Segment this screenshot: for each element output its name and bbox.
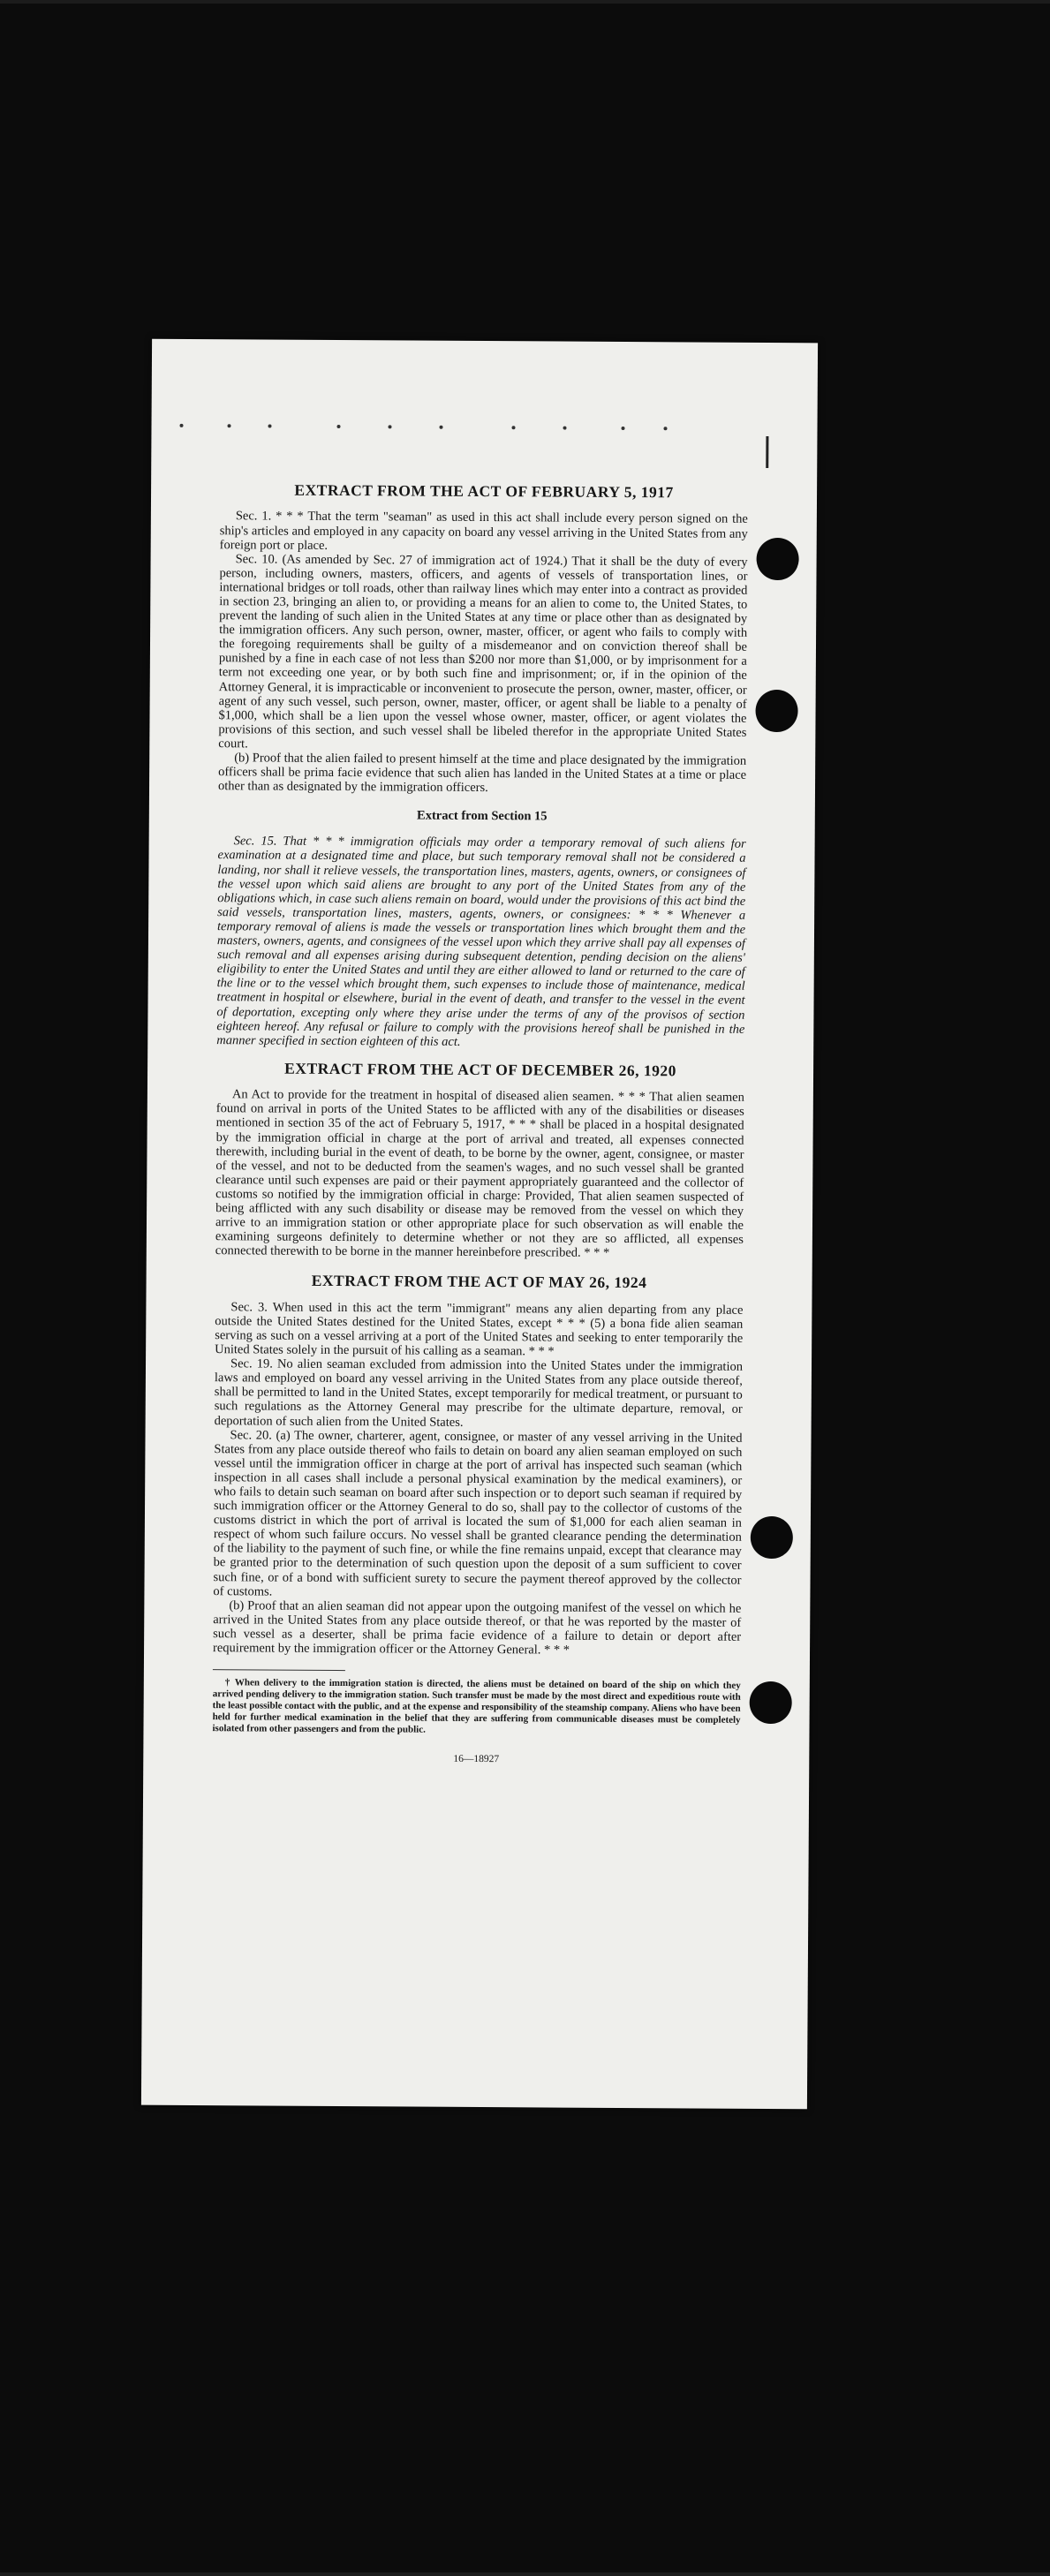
paragraph-sec-19: Sec. 19. No alien seaman excluded from admission into the United States under the immigration laws and employed on board any vessel arriving in the United States from any place outside thereof, shall be permitted to land in the United States, except temporarily for medical treatment, or pursuant to such regulations as the Attorney General may prescribe for the ultimate departure, removal, or deportation of such alien from the United States.	[214, 1356, 744, 1430]
punch-hole	[756, 538, 798, 580]
paragraph-act-1920: An Act to provide for the treatment in hospital of diseased alien seamen. * * * That alien seamen found on arrival in ports of the United States to be afflicted with any of the disabilities or diseases mentioned in section 35 of the act of February 5, 1917, * * * shall be placed in a hospital designated by the immigration official in charge at the port of arrival and treated, all expenses connected therewith, including burial in the event of death, to be borne by the owner, agent, consignee, or master of the vessel, and not to be deducted from the seamen's wages, and no such vessel shall be granted clearance until such expenses are paid or their payment appropriately guaranteed and the collector of customs so notified by the immigration official in charge: Provided, That alien seamen suspected of being afflicted with any such disability or disease may be removed from the vessel on which they arrive to an immigration station or other appropriate place for such observation as will enable the examining surgeons definitely to determine whether or not they are so afflicted, all expenses connected therewith to be borne in the manner hereinbefore prescribed. * * *	[215, 1087, 744, 1261]
paragraph-sec-10-b: (b) Proof that the alien failed to present himself at the time and place designated by the immigration officers shall be prima facie evidence that such alien has landed in the United States at a time or place other than as designated by the immigration officers.	[217, 751, 747, 796]
heading-act-1920: EXTRACT FROM THE ACT OF DECEMBER 26, 1920	[284, 1059, 677, 1080]
heading-act-1924: EXTRACT FROM THE ACT OF MAY 26, 1924	[311, 1272, 647, 1292]
punch-hole	[750, 1681, 792, 1724]
paragraph-sec-20-a: Sec. 20. (a) The owner, charterer, agent, consignee, or master of any vessel arriving in the United States from any place outside thereof who fails to detain on board any alien seaman employed on such vessel until the immigration officer in charge at the port of arrival has inspected such seaman (which inspection in all cases shall include a personal physical examination by the medical examiners), or who fails to detain such seaman on board after such inspection or to deport such seaman if required by such immigration officer or the Attorney General to do so, shall pay to the collector of customs of the customs district in which the port of arrival is located the sum of $1,000 for each alien seaman in respect of whom such failure occurs. No vessel shall be granted clearance pending the determination of the liability to the payment of such fine, or while the fine remains unpaid, except that clearance may be granted prior to the determination of such question upon the deposit of a sum sufficient to cover such fine, or of a bond with sufficient surety to secure the payment thereof approved by the collector of customs.	[213, 1427, 743, 1599]
punch-hole	[755, 690, 797, 732]
document-sheet	[141, 339, 818, 2110]
edge-mark	[766, 436, 768, 468]
footnote-divider	[213, 1669, 345, 1671]
paragraph-sec-15: Sec. 15. That * * * immigration officials may order a temporary removal of such aliens for examination at a designated time and place, but such temporary removal shall not be considered a landing, nor shall it relieve vessels, the transportation lines, masters, agents, owners, or consignees of the vessel upon which said aliens are brought to any port of the United States from any of the obligations which, in case such aliens remain on board, would under the provisions of this act bind the said vessels, transportation lines, masters, agents, owners, or consignees: * * * Whenever a temporary removal of aliens is made the vessels or transportation lines which brought them and the masters, owners, agents, and consignees of the vessel upon which they arrive shall pay all expenses of such removal and all expenses arising during subsequent detention, pending decision on the aliens' eligibility to enter the United States and until they are either allowed to land or returned to the care of the line or to the vessel which brought them, such expenses to include those of maintenance, medical treatment in hospital or elsewhere, burial in the event of death, and transfer to the vessel in the event of deportation, excepting only where they arise under the terms of any of the provisos of section eighteen hereof. Any refusal or failure to comply with the provisions hereof shall be punished in the manner specified in section eighteen of this act.	[216, 834, 746, 1049]
footnote: † When delivery to the immigration station is directed, the aliens must be detained on board of the ship on which they arrived pending delivery to the immigration station. Such transfer must be made by the most direct and expeditious route with the least possible contact with the public, and at the expense and responsibility of the steamship company. Aliens who have been held for further medical examination in the belief that they are suffering from communicable diseases must be completely isolated from other passengers and from the public.	[212, 1677, 741, 1735]
paragraph-sec-3: Sec. 3. When used in this act the term "immigrant" means any alien departing from any place outside the United States destined for the United States, except * * * (5) a bona fide alien seaman serving as such on a vessel arriving at a port of the United States and seeking to enter temporarily the United States solely in the pursuit of his calling as a seaman. * * *	[215, 1300, 744, 1359]
paragraph-sec-1: Sec. 1. * * * That the term "seaman" as used in this act shall include every person signed on the ship's articles and employed in any capacity on board any vessel arriving in the United States from any foreign port or place.	[219, 509, 748, 553]
top-marks	[179, 420, 762, 436]
heading-section-15: Extract from Section 15	[417, 808, 548, 824]
punch-hole	[751, 1516, 793, 1559]
film-edge-bottom	[0, 2572, 1050, 2576]
paragraph-sec-10: Sec. 10. (As amended by Sec. 27 of immigration act of 1924.) That it shall be the duty of every person, including owners, masters, officers, and agents of vessels of transportation lines, or international bridges or toll roads, other than railway lines which may enter into a contract as provided in section 23, bringing an alien to, or providing a means for an alien to come to, the United States, to prevent the landing of such alien in the United States at any time or place other than as designated by the immigration officers. Any such person, owner, master, officer, or agent who fails to comply with the foregoing requirements shall be guilty of a misdemeanor and on conviction thereof shall be punished by a fine in each case of not less than $200 nor more than $1,000, or by imprisonment for a term not exceeding one year, or by both such fine and imprisonment; or, if in the opinion of the Attorney General, it is impracticable or inconvenient to prosecute the person, owner, master, officer, or agent of any such vessel, such person, owner, master, officer, or agent shall be liable to a penalty of $1,000, which shall be a lien upon the vessel whose owner, master, officer, or agent violates the provisions of this section, and such vessel shall be libeled therefor in the appropriate United States court.	[218, 552, 748, 752]
paragraph-sec-20-b: (b) Proof that an alien seaman did not appear upon the outgoing manifest of the vessel on which he arrived in the United States from any place outside thereof, or that he was reported by the master of such vessel as a deserter, shall be prima facie evidence of a failure to detain or deport after requirement by the immigration officer or the Attorney General. * * *	[213, 1598, 742, 1658]
page-number: 16—18927	[453, 1753, 500, 1765]
document-body	[212, 476, 748, 1766]
heading-act-1917: EXTRACT FROM THE ACT OF FEBRUARY 5, 1917	[294, 480, 674, 502]
film-edge-top	[0, 0, 1050, 4]
